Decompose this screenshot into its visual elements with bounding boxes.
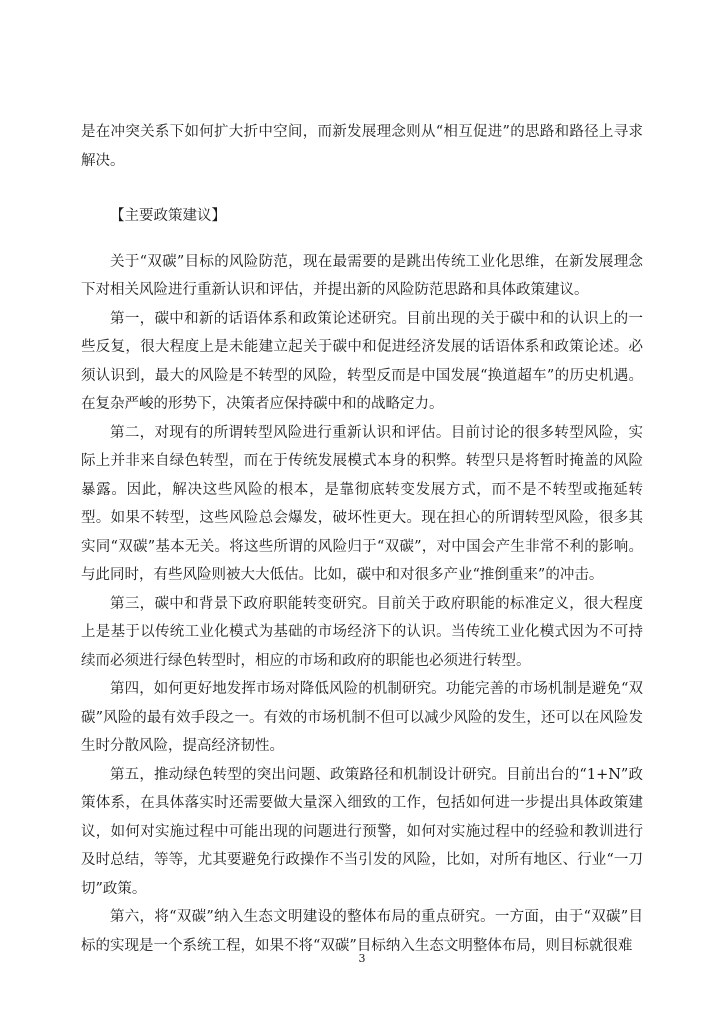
paragraph-third: 第三，碳中和背景下政府职能转变研究。目前关于政府职能的标准定义，很大程度上是基于以传统工业化模式为基础的市场经济下的认识。当传统工业化模式因为不可持续而必须进行绿色转型时，相应的市场和政府的职能也必须进行转型。	[81, 595, 643, 669]
continued-paragraph: 是在冲突关系下如何扩大折中空间，而新发展理念则从“相互促进”的思路和路径上寻求解决。	[81, 124, 643, 169]
paragraph-intro: 关于“双碳”目标的风险防范，现在最需要的是跳出传统工业化思维，在新发展理念下对相关风险进行重新认识和评估，并提出新的风险防范思路和具体政策建议。	[81, 253, 643, 298]
paragraph-first: 第一，碳中和新的话语体系和政策论述研究。目前出现的关于碳中和的认识上的一些反复，很大程度上是未能建立起关于碳中和促进经济发展的话语体系和政策论述。必须认识到，最大的风险是不转型的风险，转型反而是中国发展“换道超车”的历史机遇。在复杂严峻的形势下，决策者应保持碳中和的战略定力。	[81, 310, 643, 412]
section-heading: 【主要政策建议】	[110, 208, 226, 224]
paragraph-sixth: 第六，将“双碳”纳入生态文明建设的整体布局的重点研究。一方面，由于“双碳”目标的实现是一个系统工程，如果不将“双碳”目标纳入生态文明整体布局，则目标就很难	[81, 909, 643, 954]
spacer	[81, 175, 643, 202]
page-number: 3	[358, 952, 366, 965]
spacer	[81, 231, 643, 248]
page-body	[81, 118, 643, 960]
paragraph-fifth: 第五，推动绿色转型的突出问题、政策路径和机制设计研究。目前出台的“1+N”政策体系，在具体落实时还需要做大量深入细致的工作，包括如何进一步提出具体政策建议，如何对实施过程中可能出现的问题进行预警，如何对实施过程中的经验和教训进行及时总结，等等，尤其要避免行政操作不当引发的风险，比如，对所有地区、行业“一刀切”政策。	[81, 766, 643, 897]
paragraph-second: 第二，对现有的所谓转型风险进行重新认识和评估。目前讨论的很多转型风险，实际上并非来自绿色转型，而在于传统发展模式本身的积弊。转型只是将暂时掩盖的风险暴露。因此，解决这些风险的根本，是靠彻底转变发展方式，而不是不转型或拖延转型。如果不转型，这些风险总会爆发，破坏性更大。现在担心的所谓转型风险，很多其实同“双碳”基本无关。将这些所谓的风险归于“双碳”，对中国会产生非常不利的影响。与此同时，有些风险则被大大低估。比如，碳中和对很多产业“推倒重来”的冲击。	[81, 424, 643, 583]
paragraph-fourth: 第四，如何更好地发挥市场对降低风险的机制研究。功能完善的市场机制是避免“双碳”风险的最有效手段之一。有效的市场机制不但可以减少风险的发生，还可以在风险发生时分散风险，提高经济韧性。	[81, 681, 643, 754]
